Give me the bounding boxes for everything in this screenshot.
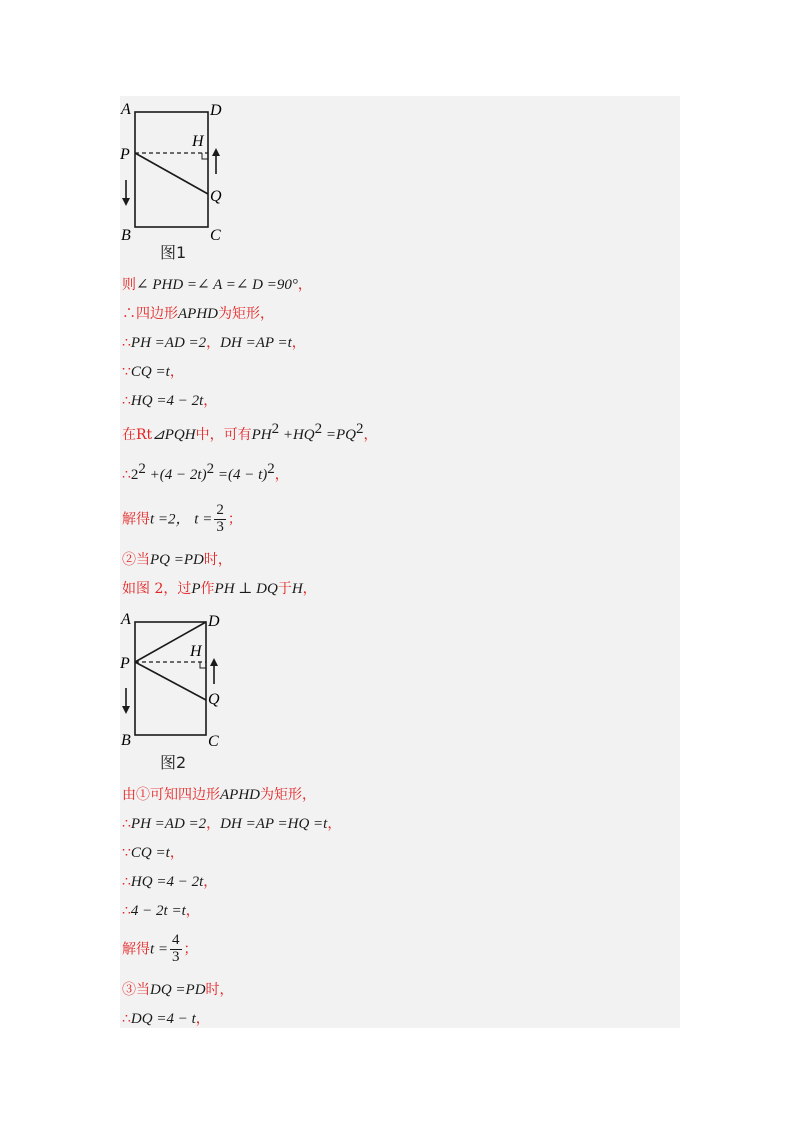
label-p: P [120,655,130,672]
figure-2 [118,608,233,753]
figure-1 [118,98,233,243]
figure-1-caption: 图1 [160,243,187,262]
figure-2-caption: 图2 [160,753,187,772]
line-case-3: ③当DQ =PD时， [122,982,234,998]
line-pythagoras: 在Rt⊿PQH中，可有$PH^2 +HQ^2 =PQ^2$， [122,421,378,443]
figure-1-diagram [118,98,233,243]
line-figure-2-intro: 如图 2，过P作PH ⊥ DQ于H， [122,581,317,597]
down-arrowhead-icon [122,198,130,206]
line-angle: 则∠ PHD =∠ A =∠ D =90°， [122,277,312,293]
label-d: D [210,102,222,119]
rectangle-abcd [135,112,208,227]
fraction-two-thirds: $\frac{2}{3}$ [216,502,224,535]
label-c: C [210,227,221,243]
up-arrowhead-icon [210,658,218,666]
line-solution-1: 解得t =2， t = $\frac{2}{3}$ ； [122,502,242,535]
label-c: C [208,733,219,750]
line-equation: $\therefore 2^2 +(4 - 2t)^2 =(4 - t)^2$， [122,461,289,483]
right-angle-mark [200,662,206,668]
line-cq-2: ∵CQ =t， [122,845,184,861]
down-arrowhead-icon [122,706,130,714]
line-ph-ad-2: ∴PH =AD =2，DH =AP =HQ =t， [122,816,342,832]
up-arrowhead-icon [212,148,220,156]
right-angle-mark [202,153,208,159]
label-b: B [121,732,131,749]
line-rectangle-2: 由①可知四边形APHD为矩形， [122,787,316,803]
fraction-four-thirds: $\frac{4}{3}$ [172,932,180,965]
line-dq: ∴DQ =4 − t， [122,1011,210,1027]
segment-pq [135,153,208,194]
line-equation-2: ∴4 − 2t =t， [122,903,200,919]
label-a: A [121,611,131,628]
label-p: P [120,146,130,163]
label-q: Q [208,691,220,708]
label-b: B [121,227,131,243]
line-solution-2: 解得t = $\frac{4}{3}$ ； [122,932,198,965]
label-q: Q [210,188,222,205]
label-h: H [192,133,204,150]
label-d: D [208,613,220,630]
rectangle-abcd [135,622,206,735]
figure-2-diagram [118,608,233,753]
line-rectangle: ∴四边形APHD为矩形， [122,306,274,322]
label-a: A [121,101,131,118]
segment-pq [135,662,206,700]
label-h: H [190,643,202,660]
line-case-2: ②当PQ =PD时， [122,552,232,568]
line-hq-2: ∴HQ =4 − 2t， [122,874,218,890]
line-cq: ∵CQ =t， [122,364,184,380]
line-ph-ad: ∴PH =AD =2，DH =AP =t， [122,335,306,351]
line-hq: ∴HQ =4 − 2t， [122,393,218,409]
